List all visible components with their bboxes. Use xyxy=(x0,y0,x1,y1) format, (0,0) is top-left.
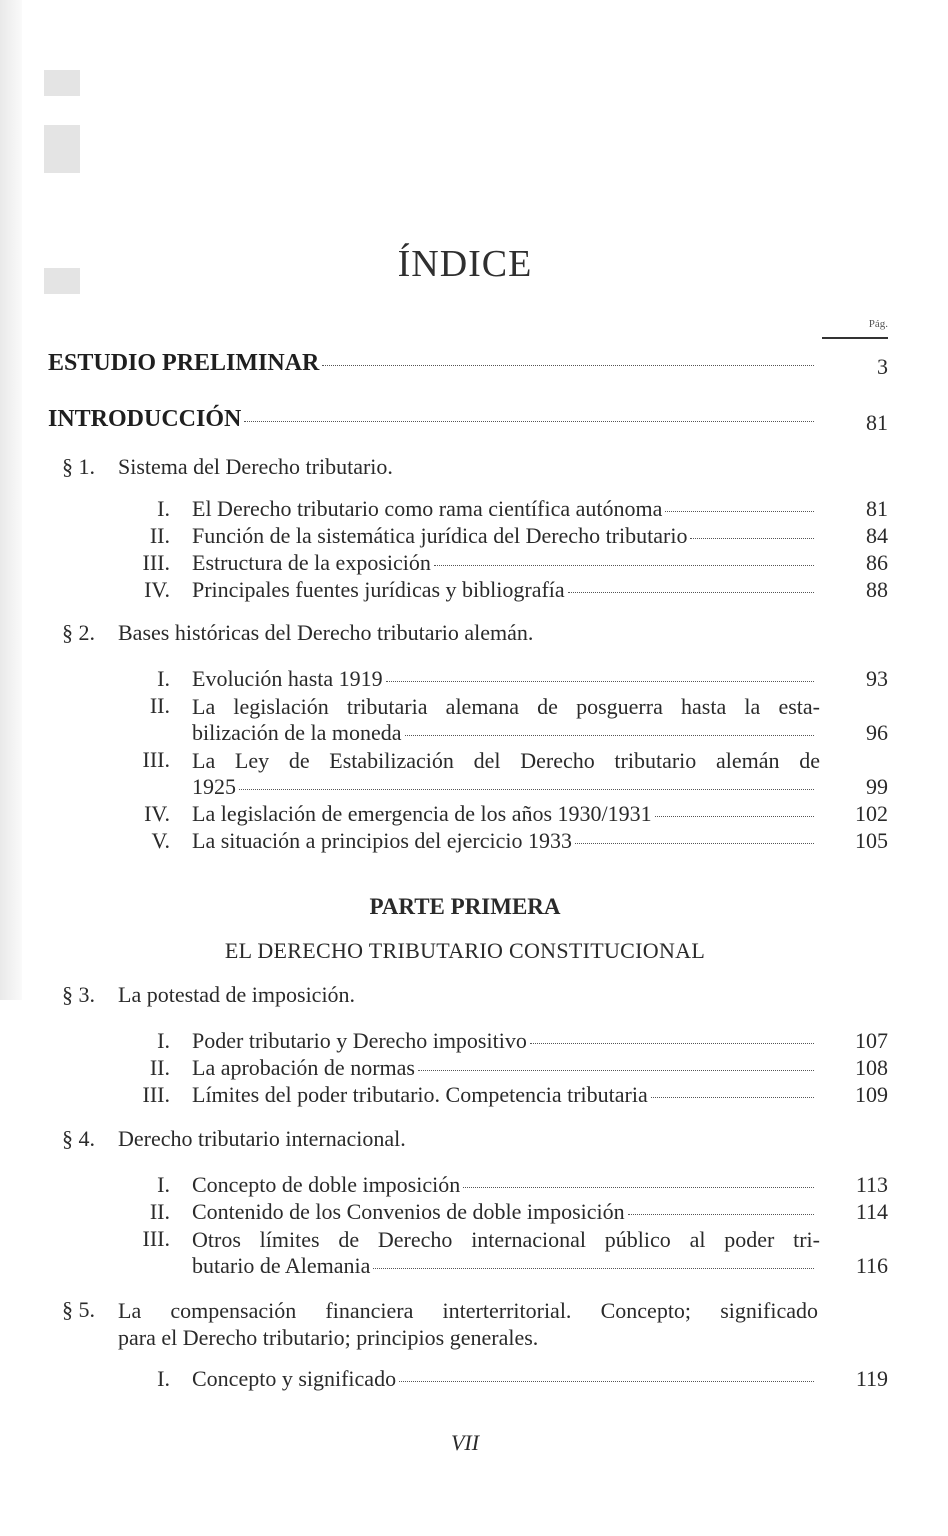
toc-page-number: 105 xyxy=(855,828,888,853)
toc-page-number: 108 xyxy=(855,1055,888,1080)
leader-dots xyxy=(530,1043,814,1044)
toc-page-number: 84 xyxy=(866,523,888,548)
section-title: La potestad de imposición. xyxy=(118,982,356,1007)
toc-page-number: 109 xyxy=(855,1082,888,1107)
toc-item[interactable] xyxy=(192,801,820,827)
item-number: I. xyxy=(157,1366,170,1391)
section-number: § 1. xyxy=(62,454,95,479)
item-number: I. xyxy=(157,666,170,691)
part-heading: PARTE PRIMERA xyxy=(369,894,561,919)
section-title: Bases históricas del Derecho tributario alemán. xyxy=(118,620,534,645)
item-number: I. xyxy=(157,496,170,521)
item-number: III. xyxy=(142,1082,170,1107)
section-number: § 5. xyxy=(62,1297,95,1322)
item-number: IV. xyxy=(144,801,170,826)
page-title: ÍNDICE xyxy=(397,243,533,285)
toc-item[interactable] xyxy=(192,1082,820,1108)
toc-page-number: 88 xyxy=(866,577,888,602)
toc-item-label: Límites del poder tributario. Competencia tributaria xyxy=(192,1082,648,1107)
toc-item-label: Concepto de doble imposición xyxy=(192,1172,461,1197)
toc-page-number: 93 xyxy=(866,666,888,691)
toc-item[interactable] xyxy=(192,1055,820,1081)
toc-page-number: 96 xyxy=(866,720,888,745)
toc-item[interactable] xyxy=(192,1366,820,1392)
leader-dots xyxy=(690,538,814,539)
scan-edge-shadow xyxy=(0,0,22,1000)
page-column-rule xyxy=(822,337,888,339)
toc-item-label: butario de Alemania xyxy=(192,1253,371,1278)
toc-item-line: Otros límites de Derecho internacional público al poder tri- xyxy=(192,1227,820,1252)
part-subheading: EL DERECHO TRIBUTARIO CONSTITUCIONAL xyxy=(224,938,706,963)
leader-dots xyxy=(373,1268,814,1269)
toc-page-number: 114 xyxy=(855,1199,888,1224)
toc-item-label: Contenido de los Convenios de doble imposición xyxy=(192,1199,625,1224)
toc-item-label: 1925 xyxy=(192,774,236,799)
section-title: Derecho tributario internacional. xyxy=(118,1126,406,1151)
leader-dots xyxy=(575,843,814,844)
leader-dots xyxy=(239,789,814,790)
toc-entry-label: INTRODUCCIÓN xyxy=(48,406,242,432)
toc-item[interactable] xyxy=(192,496,820,522)
section-number: § 2. xyxy=(62,620,95,645)
toc-page-number: 3 xyxy=(877,354,888,379)
toc-item-label: Evolución hasta 1919 xyxy=(192,666,383,691)
toc-page-number: 99 xyxy=(866,774,888,799)
toc-item[interactable] xyxy=(192,550,820,576)
toc-entry-introduccion[interactable] xyxy=(48,406,820,433)
toc-page-number: 81 xyxy=(866,496,888,521)
toc-item-line: La Ley de Estabilización del Derecho tributario alemán de xyxy=(192,748,820,773)
section-heading-1 xyxy=(62,454,393,480)
toc-item-label: Estructura de la exposición xyxy=(192,550,431,575)
toc-item-label: bilización de la moneda xyxy=(192,720,402,745)
item-number: II. xyxy=(149,1199,170,1224)
leader-dots xyxy=(418,1070,814,1071)
section-heading-2 xyxy=(62,620,533,646)
toc-item[interactable] xyxy=(192,666,820,692)
item-number: III. xyxy=(142,1226,170,1251)
leader-dots xyxy=(628,1214,814,1215)
toc-item[interactable] xyxy=(192,1028,820,1054)
toc-item[interactable] xyxy=(192,1199,820,1225)
section-title: Sistema del Derecho tributario. xyxy=(118,454,393,479)
item-number: I. xyxy=(157,1172,170,1197)
item-number: III. xyxy=(142,747,170,772)
toc-page-number: 107 xyxy=(855,1028,888,1053)
toc-entry-label: ESTUDIO PRELIMINAR xyxy=(48,350,320,376)
scan-bleed-mark xyxy=(44,70,80,96)
item-number: I. xyxy=(157,1028,170,1053)
section-heading-4 xyxy=(62,1126,406,1152)
toc-item[interactable] xyxy=(192,577,820,603)
leader-dots xyxy=(655,816,814,817)
toc-item[interactable] xyxy=(192,720,820,746)
section-number: § 4. xyxy=(62,1126,95,1151)
toc-item[interactable] xyxy=(192,828,820,854)
toc-page-number: 86 xyxy=(866,550,888,575)
item-number: III. xyxy=(142,550,170,575)
toc-item-label: Principales fuentes jurídicas y bibliografía xyxy=(192,577,565,602)
toc-item[interactable] xyxy=(192,1172,820,1198)
leader-dots xyxy=(244,421,814,422)
toc-item-label: La legislación de emergencia de los años 1930/1931 xyxy=(192,801,652,826)
toc-item-line: La legislación tributaria alemana de posguerra hasta la esta- xyxy=(192,694,820,719)
toc-page-number: 113 xyxy=(855,1172,888,1197)
section-number: § 3. xyxy=(62,982,95,1007)
toc-page-number: 81 xyxy=(866,410,888,435)
leader-dots xyxy=(434,565,814,566)
toc-item-label: La situación a principios del ejercicio 1933 xyxy=(192,828,572,853)
toc-item-label: Concepto y significado xyxy=(192,1366,397,1391)
toc-page-number: 116 xyxy=(855,1253,888,1278)
page-column-header: Pág. xyxy=(868,318,888,330)
toc-item[interactable] xyxy=(192,1253,820,1279)
toc-item-label: Poder tributario y Derecho impositivo xyxy=(192,1028,527,1053)
toc-item-label: Función de la sistemática jurídica del Derecho tributario xyxy=(192,523,688,548)
leader-dots xyxy=(399,1381,814,1382)
item-number: II. xyxy=(149,1055,170,1080)
item-number: IV. xyxy=(144,577,170,602)
page-folio: VII xyxy=(450,1430,480,1455)
leader-dots xyxy=(651,1097,814,1098)
section-title-line: para el Derecho tributario; principios generales. xyxy=(118,1325,539,1350)
toc-item-label: El Derecho tributario como rama científica autónoma xyxy=(192,496,663,521)
toc-item-label: La aprobación de normas xyxy=(192,1055,415,1080)
item-number: II. xyxy=(149,523,170,548)
toc-item[interactable] xyxy=(192,774,820,800)
toc-entry-estudio[interactable] xyxy=(48,350,820,377)
leader-dots xyxy=(322,365,814,366)
section-heading-3 xyxy=(62,982,355,1008)
scan-bleed-mark xyxy=(44,125,80,173)
toc-page-number: 119 xyxy=(855,1366,888,1391)
toc-item[interactable] xyxy=(192,523,820,549)
leader-dots xyxy=(463,1187,814,1188)
item-number: II. xyxy=(149,693,170,718)
leader-dots xyxy=(665,511,814,512)
item-number: V. xyxy=(151,828,170,853)
section-title-line: La compensación financiera interterritorial. Concepto; significado xyxy=(118,1298,818,1323)
leader-dots xyxy=(386,681,814,682)
toc-page-number: 102 xyxy=(855,801,888,826)
leader-dots xyxy=(405,735,814,736)
leader-dots xyxy=(568,592,814,593)
